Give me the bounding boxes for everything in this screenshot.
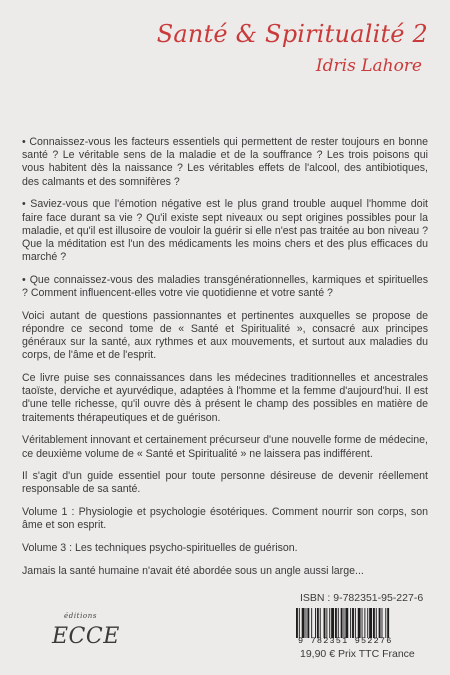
barcode-bar: [326, 608, 327, 638]
book-author: Idris Lahore: [315, 56, 422, 76]
barcode-bar: [387, 608, 389, 638]
barcode-bar: [315, 608, 316, 638]
barcode-bar: [335, 608, 337, 638]
barcode-bar: [302, 608, 305, 638]
blurb-paragraph: • Connaissez-vous les facteurs essentiels qui permettent de rester toujours en bonne santé ? Le véritable sens de la maladie et de la souffrance ? Les trois poisons qui vous habitent dès la naissance ? Les véritables effets de l'alcool, des antibiotiques, des calmants et des somnifères ?: [22, 136, 428, 188]
barcode-bar: [379, 608, 381, 638]
barcode-bar: [352, 608, 354, 638]
barcode-bar: [324, 608, 326, 638]
publisher-logo-name: ECCE: [52, 624, 120, 649]
barcode-digits: 9 782351 952276: [298, 636, 393, 646]
barcode-bar: [329, 608, 330, 638]
barcode-bar: [317, 608, 319, 638]
barcode-bar: [331, 608, 334, 638]
barcode-bar: [338, 608, 339, 638]
barcode-bar: [350, 608, 351, 638]
barcode-bar: [355, 608, 356, 638]
barcode-bar: [344, 608, 345, 638]
barcode-bar: [364, 608, 365, 638]
barcode-bar: [358, 608, 361, 638]
publisher-logo-caption: éditions: [64, 612, 98, 620]
blurb-paragraph: Jamais la santé humaine n'avait été abordée sous un angle aussi large...: [22, 564, 364, 577]
barcode-bar: [373, 608, 375, 638]
barcode-bar: [369, 608, 372, 638]
barcode-bar: [299, 608, 300, 638]
blurb-paragraph: Ce livre puise ses connaissances dans les médecines traditionnelles et ancestrales taoïste, derviche et ayurvédique, adaptées à l'homme et la femme d'aujourd'hui. Il est d'une telle richesse, qu'il ouvre dès à présent le champ des possibles en matière de traitements thérapeutiques et de guérison.: [22, 372, 428, 424]
blurb-paragraph: Voici autant de questions passionnantes et pertinentes auxquelles se propose de répondre ce second tome de « Santé et Spiritualité », consacré aux principes généraux sur la santé, aux rythmes et aux mouvements, et surtout aux maladies du corps, de l'âme et de l'esprit.: [22, 309, 428, 362]
blurb-paragraph: Volume 1 : Physiologie et psychologie ésotériques. Comment nourrir son corps, son âme et son esprit.: [22, 506, 428, 532]
price: 19,90 € Prix TTC France: [300, 648, 415, 660]
barcode-bar: [311, 608, 312, 638]
blurb-paragraph: Il s'agit d'un guide essentiel pour toute personne désireuse de devenir réellement responsable de sa santé.: [22, 470, 428, 496]
barcode-bar: [382, 608, 383, 638]
blurb-paragraph: • Que connaissez-vous des maladies transgénérationnelles, karmiques et spirituelles ? Comment influencent-elles votre vie quotidienne et votre santé ?: [22, 273, 428, 300]
blurb-paragraph: Véritablement innovant et certainement précurseur d'une nouvelle forme de médecine, ce deuxième volume de « Santé et Spiritualité » ne laissera pas indifférent.: [22, 434, 428, 460]
barcode-bar: [306, 608, 307, 638]
blurb-paragraph: Volume 3 : Les techniques psycho-spirituelles de guérison.: [22, 542, 298, 555]
blurb: [22, 136, 428, 587]
blurb-paragraph: • Saviez-vous que l'émotion négative est le plus grand trouble auquel l'homme doit faire face durant sa vie ? Qu'il existe sept niveaux ou sept origines possibles pour la maladie, et qu'il est illusoire de vouloir la guérir si elle n'est pas traitée au bon niveau ? Que la méditation est l'un des médicaments les moins chers et des plus efficaces du marché ?: [22, 198, 428, 264]
barcode-bar: [307, 608, 309, 638]
barcode-bar: [341, 608, 343, 638]
barcode-bar: [376, 608, 377, 638]
barcode: [294, 608, 428, 638]
book-title: Santé & Spiritualité 2: [156, 20, 428, 48]
isbn: ISBN : 9-782351-95-227-6: [300, 592, 424, 604]
barcode-bar: [385, 608, 386, 638]
barcode-bar: [296, 608, 298, 638]
barcode-bar: [362, 608, 363, 638]
barcode-bar: [367, 608, 368, 638]
barcode-bar: [320, 608, 321, 638]
barcode-bar: [345, 608, 348, 638]
